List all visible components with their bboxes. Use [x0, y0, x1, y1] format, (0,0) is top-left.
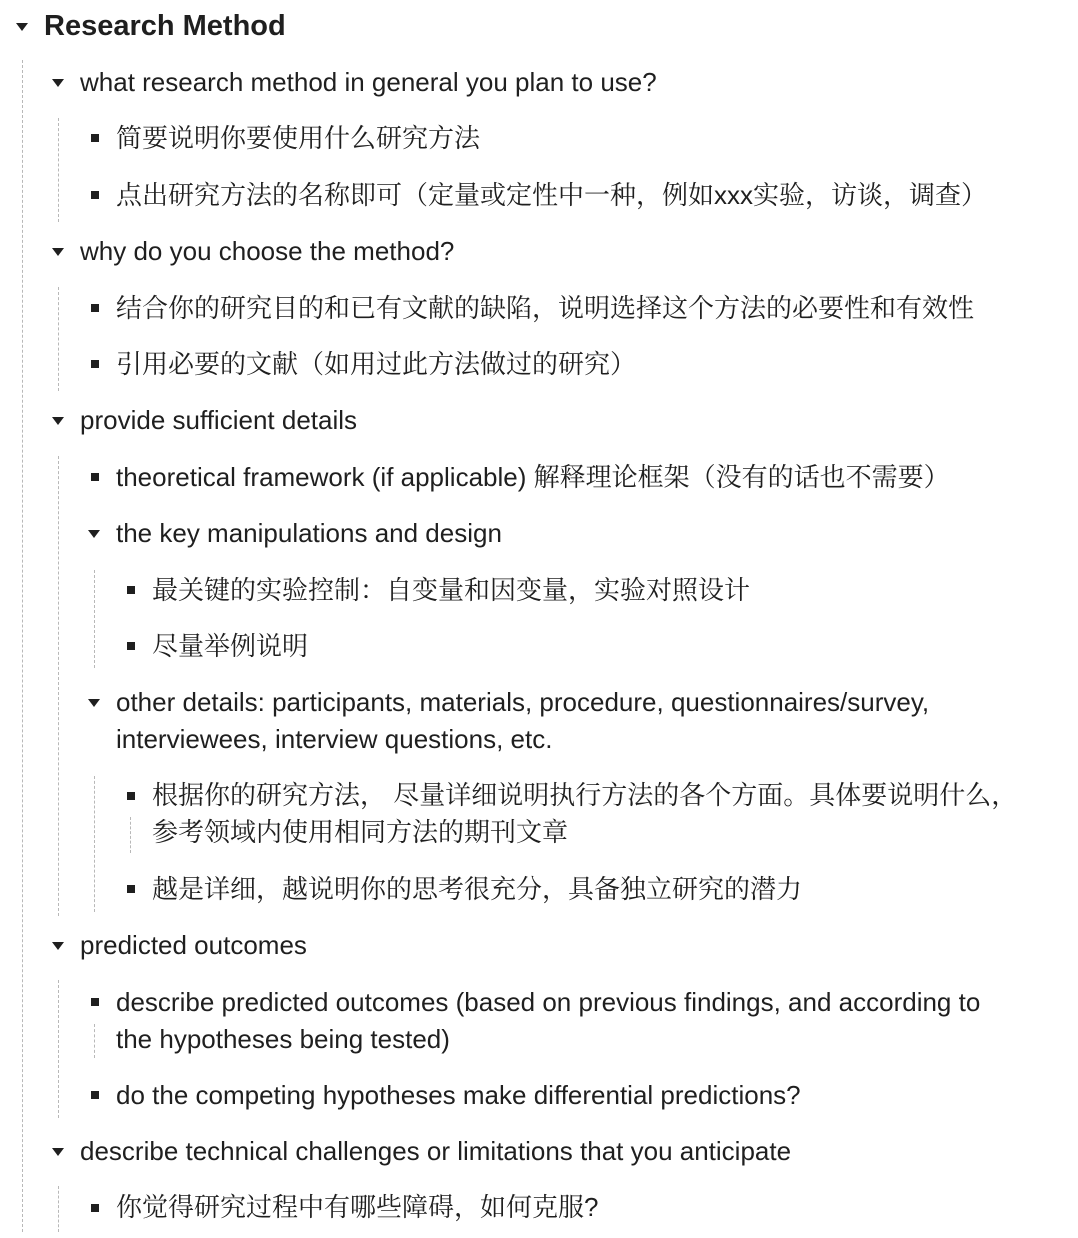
- page-title: Research Method: [44, 10, 286, 42]
- list-item[interactable]: 结合你的研究目的和已有文献的缺陷，说明选择这个方法的必要性和有效性: [116, 293, 975, 323]
- bullet-icon: [127, 642, 135, 650]
- indent-guide-root: [22, 60, 23, 1232]
- bullet-icon: [91, 1204, 99, 1212]
- bullet-icon: [91, 998, 99, 1006]
- section-item-outcomes[interactable]: predicted outcomes: [80, 930, 307, 960]
- indent-guide: [130, 817, 131, 853]
- bullet-icon: [127, 792, 135, 800]
- indent-guide: [58, 287, 59, 391]
- section-item-challenges[interactable]: describe technical challenges or limitations that you anticipate: [80, 1136, 792, 1166]
- collapse-triangle-icon[interactable]: [52, 1148, 64, 1156]
- section-item-method[interactable]: what research method in general you plan to use?: [80, 67, 657, 97]
- list-item-cont: 参考领域内使用相同方法的期刊文章: [152, 817, 569, 847]
- section-item-details[interactable]: provide sufficient details: [80, 405, 358, 435]
- collapse-triangle-icon[interactable]: [88, 699, 100, 707]
- bullet-icon: [91, 360, 99, 368]
- list-item[interactable]: theoretical framework (if applicable) 解释理论框架（没有的话也不需要）: [116, 462, 950, 492]
- collapse-triangle-icon[interactable]: [52, 417, 64, 425]
- list-item[interactable]: do the competing hypotheses make differential predictions?: [116, 1080, 801, 1110]
- list-item[interactable]: 点出研究方法的名称即可（定量或定性中一种，例如xxx实验，访谈，调查）: [116, 180, 988, 210]
- list-item-other-details[interactable]: other details: participants, materials, procedure, questionnaires/survey,: [116, 687, 930, 717]
- bullet-icon: [91, 1091, 99, 1099]
- bullet-icon: [127, 586, 135, 594]
- indent-guide: [94, 1024, 95, 1058]
- indent-guide: [94, 570, 95, 668]
- bullet-icon: [91, 134, 99, 142]
- list-item[interactable]: 你觉得研究过程中有哪些障碍，如何克服?: [116, 1192, 599, 1222]
- collapse-triangle-icon[interactable]: [52, 79, 64, 87]
- collapse-triangle-icon[interactable]: [52, 248, 64, 256]
- bullet-icon: [127, 885, 135, 893]
- indent-guide: [58, 980, 59, 1118]
- indent-guide: [58, 1186, 59, 1232]
- list-item[interactable]: 引用必要的文献（如用过此方法做过的研究）: [116, 349, 637, 379]
- list-item[interactable]: 越是详细，越说明你的思考很充分，具备独立研究的潜力: [152, 874, 803, 904]
- indent-guide: [94, 776, 95, 912]
- collapse-triangle-icon[interactable]: [88, 530, 100, 538]
- indent-guide: [58, 118, 59, 222]
- bullet-icon: [91, 304, 99, 312]
- list-item[interactable]: 简要说明你要使用什么研究方法: [116, 123, 481, 153]
- section-item-why[interactable]: why do you choose the method?: [80, 236, 455, 266]
- collapse-triangle-icon[interactable]: [16, 23, 28, 31]
- bullet-icon: [91, 191, 99, 199]
- list-item-manipulations[interactable]: the key manipulations and design: [116, 518, 502, 548]
- bullet-icon: [91, 473, 99, 481]
- list-item[interactable]: 根据你的研究方法， 尽量详细说明执行方法的各个方面。具体要说明什么，: [152, 780, 1018, 810]
- list-item-cont: the hypotheses being tested): [116, 1024, 450, 1054]
- collapse-triangle-icon[interactable]: [52, 942, 64, 950]
- list-item[interactable]: 尽量举例说明: [152, 631, 309, 661]
- list-item[interactable]: describe predicted outcomes (based on previous findings, and according to: [116, 987, 981, 1017]
- indent-guide: [58, 456, 59, 916]
- list-item-other-details-cont: interviewees, interview questions, etc.: [116, 724, 553, 754]
- list-item[interactable]: 最关键的实验控制：自变量和因变量，实验对照设计: [152, 575, 751, 605]
